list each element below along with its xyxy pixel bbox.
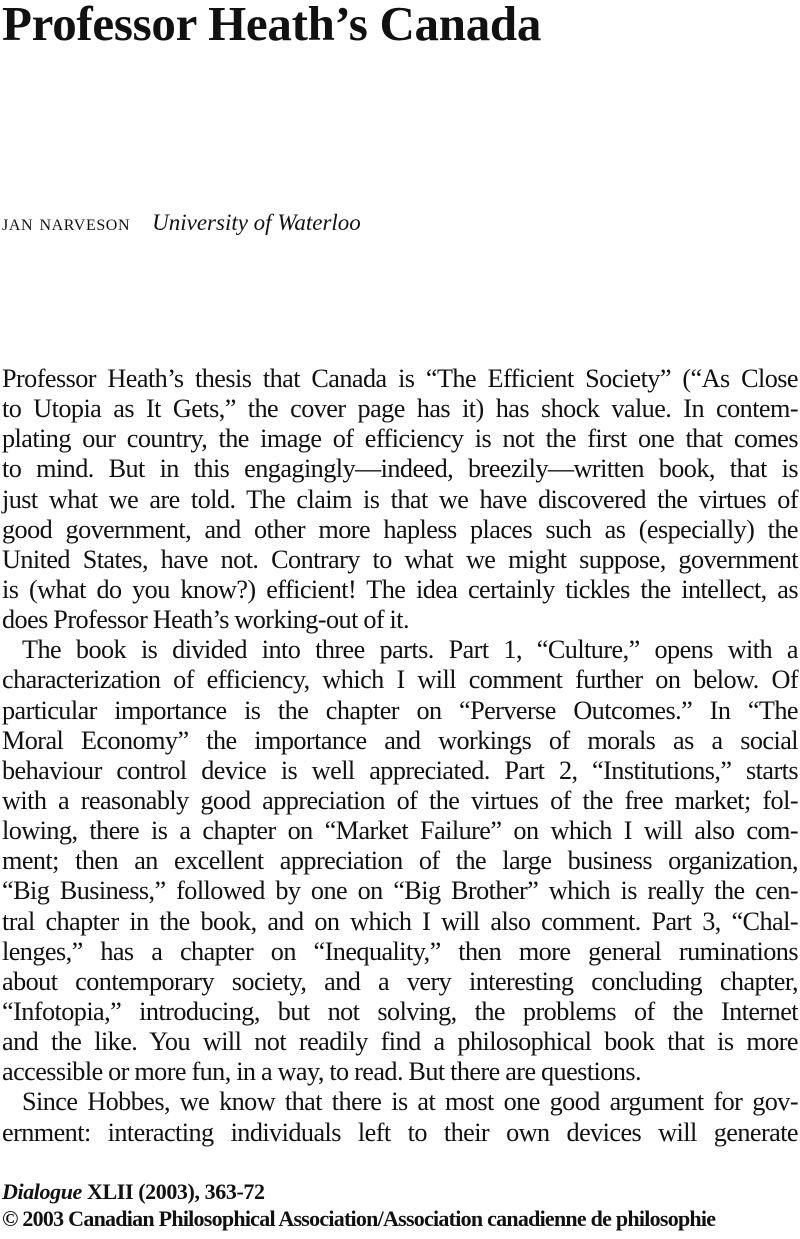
text-line: accessible or more fun, in a way, to read. But there are questions. — [2, 1057, 641, 1087]
citation-details: XLII (2003), 363-72 — [81, 1179, 265, 1204]
text-line: to mind. But in this engagingly—indeed, breezily—written book, that is — [2, 454, 798, 484]
text-line: good government, and other more hapless places such as (especially) the — [2, 514, 798, 544]
page-footer — [2, 1178, 715, 1232]
text-line: ment; then an excellent appreciation of the large business organization, — [2, 846, 798, 876]
text-line: particular importance is the chapter on “Perverse Outcomes.” In “The — [2, 695, 798, 725]
copyright-notice: © 2003 Canadian Philosophical Association/Association canadienne de philosophie — [2, 1206, 716, 1231]
byline — [2, 208, 361, 238]
text-line: Since Hobbes, we know that there is at most one good argument for gov- — [22, 1087, 798, 1117]
text-line: lenges,” has a chapter on “Inequality,” then more general ruminations — [2, 936, 798, 966]
paragraph — [2, 364, 798, 635]
text-line: ernment: interacting individuals left to their own devices will generate — [2, 1117, 798, 1147]
text-line: “Big Business,” followed by one on “Big Brother” which is really the cen- — [2, 876, 798, 906]
text-line: and the like. You will not readily find a philosophical book that is more — [2, 1027, 798, 1057]
journal-citation — [2, 1178, 715, 1205]
text-line: with a reasonably good appreciation of the virtues of the free market; fol- — [2, 785, 798, 815]
text-line: plating our country, the image of efficiency is not the first one that comes — [2, 424, 798, 454]
article-title: Professor Heath’s Canada — [2, 0, 542, 51]
text-line: Moral Economy” the importance and workings of morals as a social — [2, 725, 798, 755]
author-name: jan narveson — [2, 210, 131, 235]
paragraph — [2, 635, 798, 1087]
text-line: characterization of efficiency, which I will comment further on below. Of — [2, 665, 798, 695]
text-line: tral chapter in the book, and on which I will also comment. Part 3, “Chal- — [2, 906, 798, 936]
text-line: about contemporary society, and a very interesting concluding chapter, — [2, 966, 798, 996]
text-line: is (what do you know?) efficient! The idea certainly tickles the intellect, as — [2, 574, 798, 604]
text-line: to Utopia as It Gets,” the cover page has it) has shock value. In contem- — [2, 394, 798, 424]
author-affiliation: University of Waterloo — [152, 210, 361, 235]
text-line: The book is divided into three parts. Part 1, “Culture,” opens with a — [22, 635, 798, 665]
text-line: just what we are told. The claim is that we have discovered the virtues of — [2, 484, 798, 514]
text-line: Professor Heath’s thesis that Canada is “The Efficient Society” (“As Close — [2, 364, 798, 393]
article-body — [2, 364, 798, 1148]
text-line: “Infotopia,” introducing, but not solving, the problems of the Internet — [2, 996, 798, 1026]
text-line: behaviour control device is well appreciated. Part 2, “Institutions,” starts — [2, 755, 798, 785]
text-line: lowing, there is a chapter on “Market Failure” on which I will also com- — [2, 816, 798, 846]
paragraph — [2, 1087, 798, 1147]
text-line: does Professor Heath’s working-out of it. — [2, 605, 409, 635]
text-line: United States, have not. Contrary to what we might suppose, government — [2, 544, 798, 574]
journal-name: Dialogue — [2, 1179, 82, 1204]
